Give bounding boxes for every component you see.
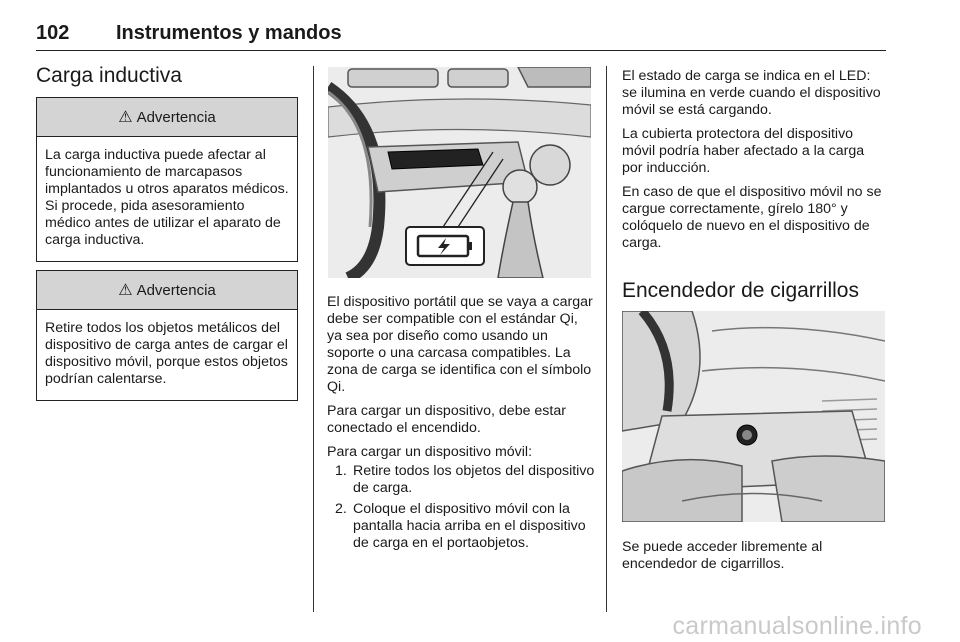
warning-box-metal-objects (36, 270, 298, 401)
step-number: 1. (335, 463, 347, 479)
middle-column-text (327, 294, 595, 552)
step-number: 2. (335, 501, 347, 517)
list-item (327, 463, 595, 497)
step-text: Coloque el dispositivo móvil con la pantalla hacia arriba en el dispositivo de carga en el portaobjetos. (353, 501, 586, 551)
paragraph: Para cargar un dispositivo móvil: (327, 444, 533, 460)
chapter-title: Instrumentos y mandos (116, 22, 342, 44)
steps-list (327, 463, 595, 552)
warning-header (37, 271, 297, 310)
warning-title: Advertencia (136, 281, 216, 299)
list-item (327, 501, 595, 552)
paragraph: Se puede acceder libremente al encendedor de cigarrillos. (622, 539, 823, 572)
right-column-text-bottom (622, 539, 888, 580)
warning-text: Retire todos los objetos metálicos del dispositivo de carga antes de cargar el dispositivo móvil, porque estos objetos podrían calentarse. (45, 320, 288, 387)
step-text: Retire todos los objetos del dispositivo de carga. (353, 463, 595, 496)
figure-inductive-charger (328, 67, 591, 278)
watermark: carmanualsonline.info (672, 612, 922, 640)
paragraph: La cubierta protectora del dispositivo móvil podría haber afectado a la carga por inducción. (622, 126, 865, 176)
warning-triangle-icon: ⚠ (118, 109, 133, 126)
warning-header (37, 98, 297, 137)
warning-box-pacemaker (36, 97, 298, 262)
warning-title: Advertencia (136, 108, 216, 126)
column-divider-left (313, 66, 314, 612)
section-title-encendedor: Encendedor de cigarrillos (622, 279, 859, 302)
paragraph: En caso de que el dispositivo móvil no se cargue correctamente, gírelo 180° y colóquelo de nuevo en el dispositivo de carga. (622, 184, 882, 251)
page-number: 102 (36, 22, 70, 44)
right-column-text (622, 68, 888, 259)
warning-text: La carga inductiva puede afectar al funcionamiento de marcapasos implantados u otros aparatos médicos. Si procede, pida asesoramiento médico antes de utilizar el aparato de carga inductiva. (45, 147, 289, 248)
paragraph: Para cargar un dispositivo, debe estar conectado el encendido. (327, 403, 566, 436)
column-divider-right (606, 66, 607, 612)
warning-triangle-icon: ⚠ (118, 282, 133, 299)
paragraph: El estado de carga se indica en el LED: se ilumina en verde cuando el dispositivo móvil se está cargando. (622, 68, 881, 118)
paragraph: El dispositivo portátil que se vaya a cargar debe ser compatible con el estándar Qi, ya sea por diseño como usando un soporte o una carcasa compatibles. La zona de carga se identifica con el símbolo Qi. (327, 294, 593, 395)
section-title-carga-inductiva: Carga inductiva (36, 64, 182, 87)
header-divider (36, 50, 886, 51)
figure-cigarette-lighter (622, 311, 885, 522)
